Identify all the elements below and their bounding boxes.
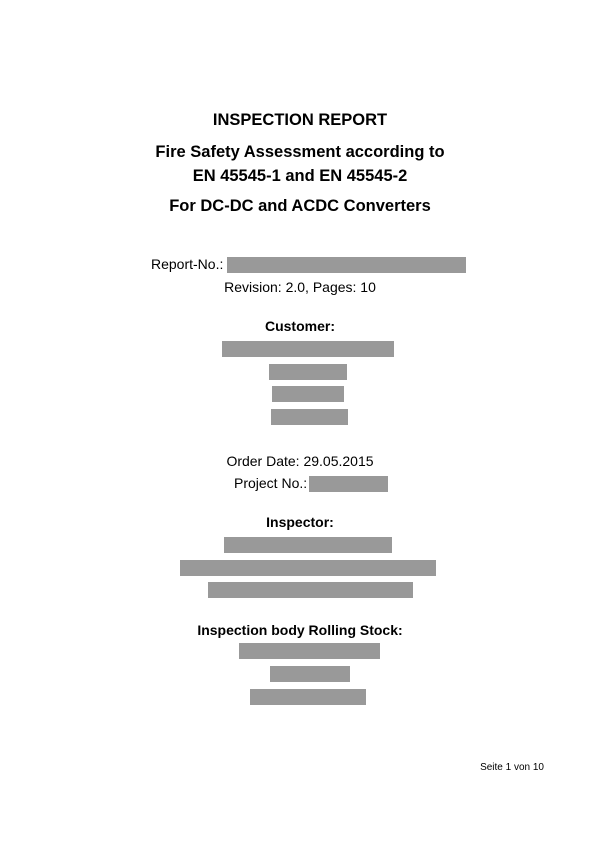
redacted-customer-line: [271, 409, 348, 425]
redacted-customer-line: [269, 364, 347, 380]
redacted-inspection-body-line: [239, 643, 380, 659]
redacted-customer-line: [222, 341, 394, 357]
report-subtitle-line-1: Fire Safety Assessment according to: [155, 143, 445, 161]
report-number-label: Report-No.:: [151, 256, 224, 272]
inspector-heading: Inspector:: [266, 514, 334, 530]
redacted-inspector-line: [208, 582, 413, 598]
report-title: INSPECTION REPORT: [212, 111, 388, 129]
redacted-inspection-body-line: [270, 666, 350, 682]
redacted-inspection-body-line: [250, 689, 366, 705]
redacted-customer-line: [272, 386, 344, 402]
redacted-inspector-line: [180, 560, 436, 576]
inspection-body-heading: Inspection body Rolling Stock:: [197, 622, 403, 638]
redacted-inspector-line: [224, 537, 392, 553]
customer-heading: Customer:: [264, 318, 335, 334]
page-number-footer: Seite 1 von 10: [480, 762, 544, 773]
report-subtitle-line-2: EN 45545-1 and EN 45545-2: [192, 167, 408, 185]
report-subtitle-line-3: For DC-DC and ACDC Converters: [169, 197, 431, 215]
revision-line: Revision: 2.0, Pages: 10: [224, 279, 376, 295]
project-number-label: Project No.:: [234, 475, 308, 491]
redacted-report-number: [227, 257, 466, 273]
redacted-project-number: [309, 476, 388, 492]
order-date-line: Order Date: 29.05.2015: [226, 453, 374, 469]
